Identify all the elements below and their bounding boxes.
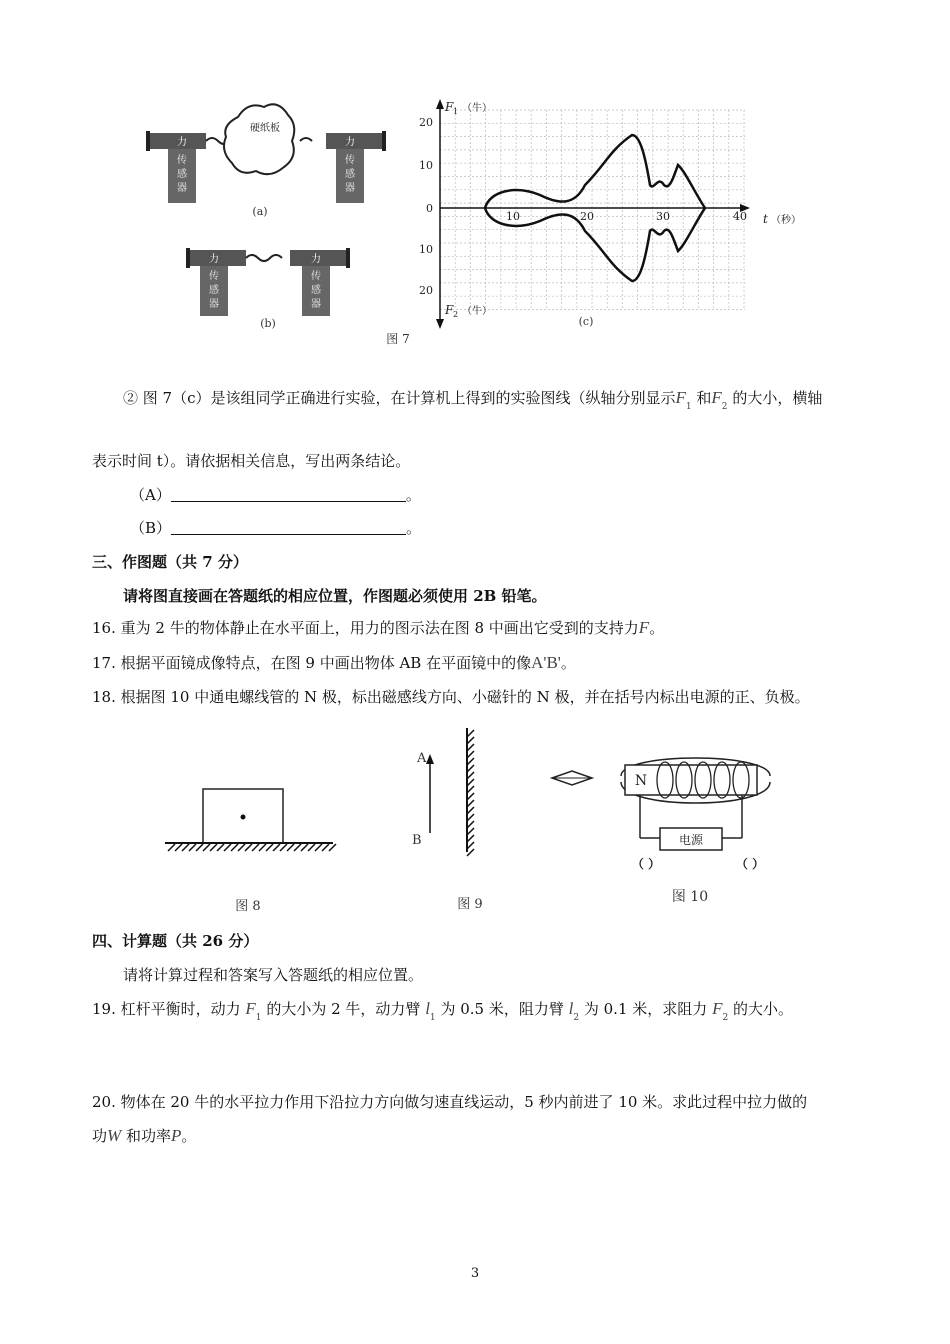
q15-answer-a: （A） 。 bbox=[130, 486, 421, 504]
svg-text:感: 感 bbox=[311, 285, 321, 296]
fig10-solenoid bbox=[552, 758, 770, 850]
svg-text:1: 1 bbox=[453, 107, 459, 116]
question-16: 16. 重为 2 牛的物体静止在水平面上，用力的图示法在图 8 中画出它受到的支持力F。 bbox=[92, 618, 665, 637]
fig8-caption: 图 8 bbox=[235, 899, 261, 914]
svg-text:20: 20 bbox=[419, 116, 433, 129]
axis-f2-label: F bbox=[445, 303, 454, 317]
svg-text:器: 器 bbox=[311, 299, 321, 310]
n-pole-label: N bbox=[634, 773, 648, 789]
svg-text:（秒）: （秒） bbox=[771, 215, 801, 226]
svg-text:器: 器 bbox=[209, 299, 219, 310]
paren-right: （ ） bbox=[735, 857, 765, 871]
svg-text:（牛）: （牛） bbox=[462, 103, 492, 114]
figures-8-9-10-svg bbox=[160, 720, 780, 915]
sensor-label: 力 bbox=[177, 137, 187, 148]
svg-text:（牛）: （牛） bbox=[462, 306, 492, 317]
section-4-title: 四、计算题（共 26 分） bbox=[92, 932, 259, 950]
svg-text:传: 传 bbox=[177, 155, 187, 166]
question-19: 19. 杠杆平衡时，动力 $F_1$ 的大小为 2 牛，动力臂 $l_1$ 为 0.5 米，阻力臂 $l_2$ 为 0.1 米，求阻力 $F_2$ 的大小。 bbox=[92, 999, 793, 1023]
point-a-label: A bbox=[417, 751, 427, 766]
axis-f1-label: F bbox=[445, 100, 454, 114]
svg-text:10: 10 bbox=[419, 243, 433, 256]
fig9-caption: 图 9 bbox=[457, 897, 483, 912]
section-4-instruction: 请将计算过程和答案写入答题纸的相应位置。 bbox=[123, 966, 424, 984]
point-b-label: B bbox=[412, 833, 422, 848]
svg-text:10: 10 bbox=[506, 210, 520, 223]
svg-text:30: 30 bbox=[656, 210, 670, 223]
axis-t-label: t bbox=[763, 212, 768, 226]
svg-text:传: 传 bbox=[209, 271, 219, 282]
fig7c-label: (c) bbox=[578, 315, 594, 328]
svg-text:力: 力 bbox=[345, 137, 355, 148]
section-3-title: 三、作图题（共 7 分） bbox=[92, 553, 248, 571]
f1-curve bbox=[485, 135, 705, 208]
question-17: 17. 根据平面镜成像特点，在图 9 中画出物体 AB 在平面镜中的像A'B'。 bbox=[92, 653, 576, 672]
svg-text:感: 感 bbox=[209, 285, 219, 296]
svg-text:10: 10 bbox=[419, 159, 433, 172]
svg-text:器: 器 bbox=[345, 183, 355, 194]
svg-text:力: 力 bbox=[311, 254, 321, 265]
answer-blank-a[interactable] bbox=[171, 487, 406, 502]
cardboard bbox=[224, 104, 294, 174]
figure-7 bbox=[140, 95, 820, 355]
question-18: 18. 根据图 10 中通电螺线管的 N 极，标出磁感线方向、小磁针的 N 极，并在括号内标出电源的正、负极。 bbox=[92, 688, 810, 706]
fig7a-label: (a) bbox=[252, 205, 268, 218]
fig7-caption: 图 7 bbox=[386, 332, 410, 346]
question-20-line1: 20. 物体在 20 牛的水平拉力作用下沿拉力方向做匀速直线运动，5 秒内前进了 10 米。求此过程中拉力做的 bbox=[92, 1093, 808, 1111]
fig8-block-on-surface bbox=[165, 789, 336, 851]
svg-text:20: 20 bbox=[580, 210, 594, 223]
fig10-caption: 图 10 bbox=[671, 889, 709, 905]
paren-left: （ ） bbox=[631, 857, 661, 871]
svg-text:传: 传 bbox=[345, 155, 355, 166]
svg-text:感: 感 bbox=[177, 169, 187, 180]
cardboard-label: 硬纸板 bbox=[250, 123, 280, 134]
fig9-mirror bbox=[426, 728, 474, 856]
svg-text:传: 传 bbox=[311, 271, 321, 282]
figure-7-svg bbox=[140, 95, 820, 355]
answer-blank-b[interactable] bbox=[171, 520, 406, 535]
q15-text-line1: ② 图 7（c）是该组同学正确进行实验，在计算机上得到的实验图线（纵轴分别显示$F_1$ 和$F_2$ 的大小，横轴 bbox=[123, 388, 823, 412]
svg-text:2: 2 bbox=[453, 310, 459, 319]
page-number: 3 bbox=[470, 1266, 480, 1281]
svg-text:器: 器 bbox=[177, 183, 187, 194]
svg-text:感: 感 bbox=[345, 169, 355, 180]
svg-text:力: 力 bbox=[209, 254, 219, 265]
q15-text-line2: 表示时间 t）。请依据相关信息，写出两条结论。 bbox=[92, 452, 411, 470]
fig7b-label: (b) bbox=[260, 317, 276, 330]
power-label: 电源 bbox=[678, 833, 704, 847]
question-20-line2: 功W 和功率P。 bbox=[92, 1126, 197, 1145]
svg-text:0: 0 bbox=[426, 202, 433, 215]
section-3-instruction: 请将图直接画在答题纸的相应位置，作图题必须使用 2B 铅笔。 bbox=[123, 587, 547, 605]
sensor-right-bar bbox=[326, 133, 384, 149]
svg-text:40: 40 bbox=[733, 210, 747, 223]
svg-text:20: 20 bbox=[419, 284, 433, 297]
q15-answer-b: （B） 。 bbox=[130, 519, 422, 537]
figures-8-9-10 bbox=[160, 720, 780, 915]
